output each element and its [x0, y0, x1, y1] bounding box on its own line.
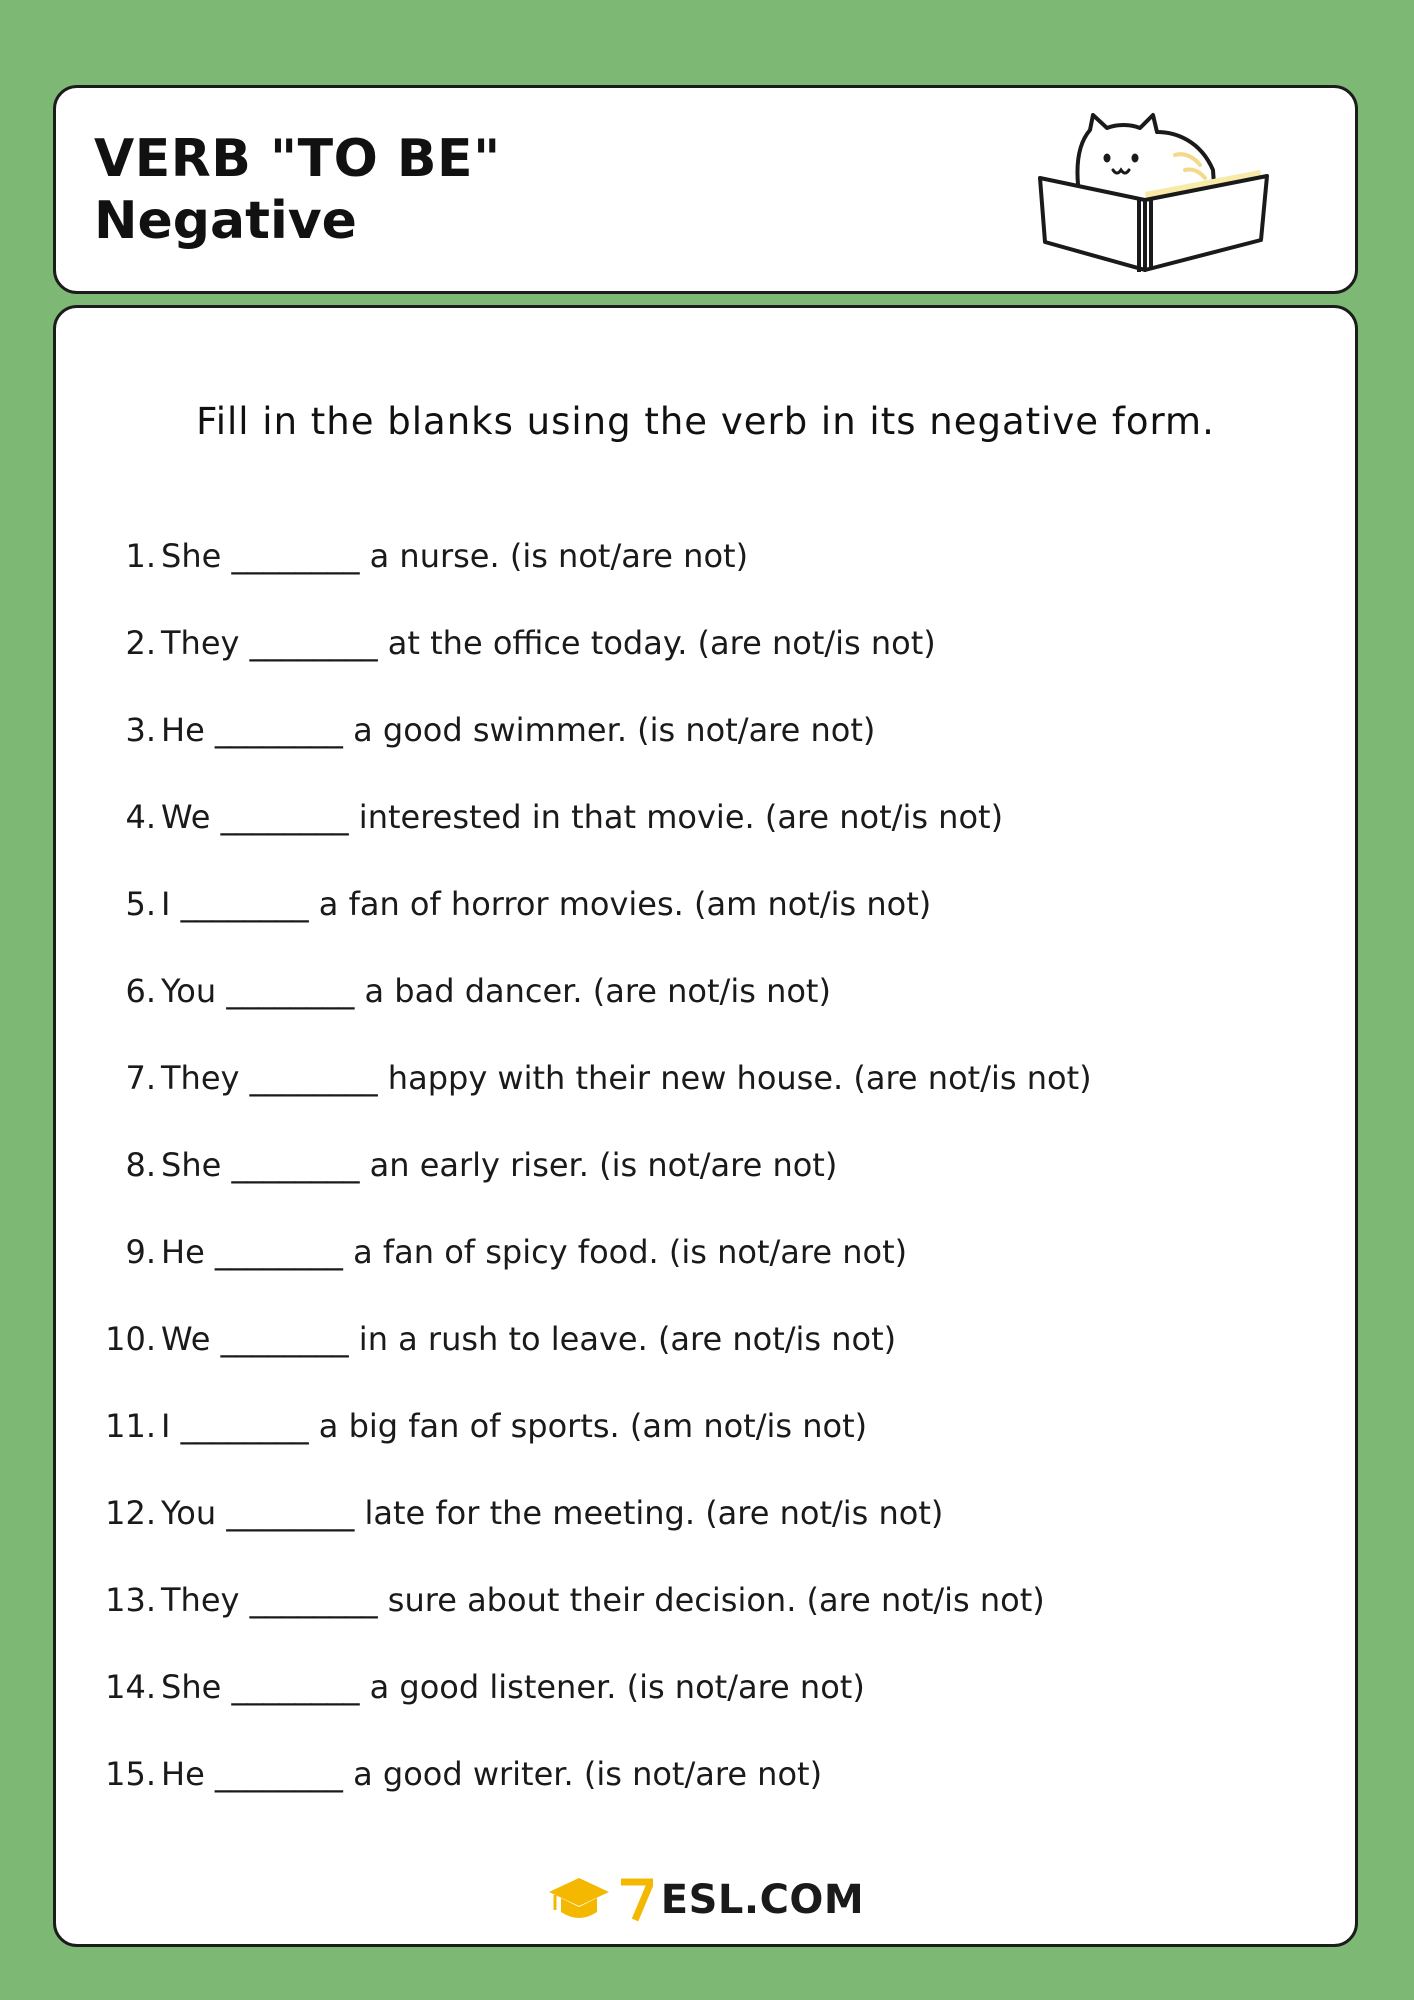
exercise-text: They ________ at the office today. (are not/is not) — [161, 624, 936, 662]
exercise-text: He ________ a fan of spicy food. (is not/are not) — [161, 1233, 908, 1271]
exercise-text: She ________ an early riser. (is not/are not) — [161, 1146, 838, 1184]
exercise-number: 3. — [125, 711, 156, 749]
exercise-number: 12. — [105, 1494, 156, 1532]
title-line-1: VERB "TO BE" — [94, 129, 501, 189]
exercise-number: 8. — [125, 1146, 156, 1184]
exercise-text: We ________ interested in that movie. (are not/is not) — [161, 798, 1004, 836]
exercise-number: 13. — [105, 1581, 156, 1619]
exercise-text: She ________ a good listener. (is not/are not) — [161, 1668, 865, 1706]
exercise-number: 11. — [105, 1407, 156, 1445]
instructions: Fill in the blanks using the verb in its negative form. — [196, 400, 1215, 443]
site-logo — [56, 1870, 1355, 1930]
title-line-2: Negative — [94, 191, 357, 251]
logo-text: ESL.COM — [660, 1877, 865, 1923]
graduation-cap-icon — [547, 1874, 611, 1926]
page-title — [94, 128, 501, 252]
exercise-text: He ________ a good swimmer. (is not/are not) — [161, 711, 876, 749]
exercise-text: We ________ in a rush to leave. (are not/is not) — [161, 1320, 897, 1358]
exercise-text: They ________ happy with their new house. (are not/is not) — [161, 1059, 1092, 1097]
exercise-number: 6. — [125, 972, 156, 1010]
exercise-number: 15. — [105, 1755, 156, 1793]
exercise-number: 4. — [125, 798, 156, 836]
exercise-number: 7. — [125, 1059, 156, 1097]
exercise-text: I ________ a big fan of sports. (am not/is not) — [161, 1407, 868, 1445]
exercise-number: 1. — [125, 537, 156, 575]
exercise-text: You ________ a bad dancer. (are not/is not) — [161, 972, 831, 1010]
exercise-text: You ________ late for the meeting. (are not/is not) — [161, 1494, 944, 1532]
exercise-number: 10. — [105, 1320, 156, 1358]
exercise-text: They ________ sure about their decision. (are not/is not) — [161, 1581, 1045, 1619]
header-card — [53, 85, 1358, 294]
exercise-text: He ________ a good writer. (is not/are not) — [161, 1755, 823, 1793]
cat-reading-book-icon — [1035, 110, 1275, 282]
worksheet-card — [53, 305, 1358, 1947]
exercise-number: 9. — [125, 1233, 156, 1271]
exercise-number: 14. — [105, 1668, 156, 1706]
logo-seven-glyph — [619, 1878, 653, 1922]
exercise-number: 5. — [125, 885, 156, 923]
exercise-number: 2. — [125, 624, 156, 662]
exercise-text: She ________ a nurse. (is not/are not) — [161, 537, 749, 575]
exercise-text: I ________ a fan of horror movies. (am not/is not) — [161, 885, 932, 923]
